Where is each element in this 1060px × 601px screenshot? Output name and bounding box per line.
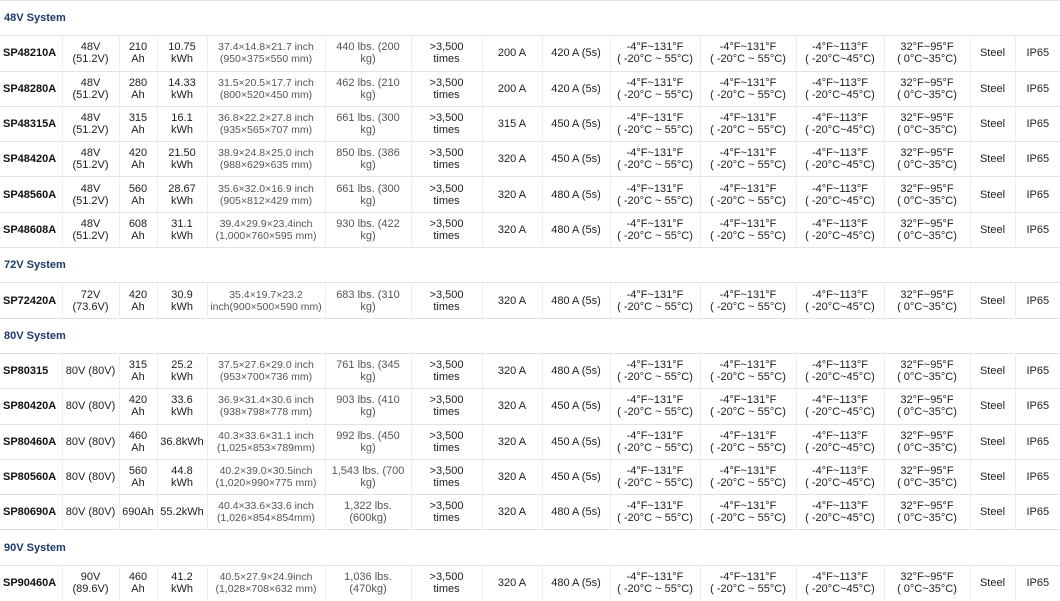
model-cell: SP80460A <box>0 424 62 459</box>
discharge-temp-cell: -4°F~131°F ( -20°C ~ 55°C) <box>700 177 796 212</box>
table-row <box>0 177 1060 212</box>
dimensions-cell: 37.4×14.8×21.7 inch (950×375×550 mm) <box>207 36 325 71</box>
capacity-cell: 420 Ah <box>119 142 157 177</box>
operating-temp-cell: -4°F~113°F ( -20°C~45°C) <box>796 71 884 106</box>
current-cell: 320 A <box>482 283 542 318</box>
charge-temp-cell: -4°F~131°F ( -20°C ~ 55°C) <box>610 459 700 494</box>
discharge-temp-cell: -4°F~131°F ( -20°C ~ 55°C) <box>700 424 796 459</box>
ip-rating-cell: IP65 <box>1015 177 1060 212</box>
ip-rating-cell: IP65 <box>1015 71 1060 106</box>
weight-cell: 462 lbs. (210 kg) <box>325 71 411 106</box>
ip-rating-cell: IP65 <box>1015 495 1060 530</box>
dimensions-cell: 35.6×32.0×16.9 inch (905×812×429 mm) <box>207 177 325 212</box>
ip-rating-cell: IP65 <box>1015 212 1060 247</box>
storage-temp-cell: 32°F~95°F ( 0°C~35°C) <box>884 459 970 494</box>
charge-temp-cell: -4°F~131°F ( -20°C ~ 55°C) <box>610 389 700 424</box>
storage-temp-cell: 32°F~95°F ( 0°C~35°C) <box>884 495 970 530</box>
operating-temp-cell: -4°F~113°F ( -20°C~45°C) <box>796 177 884 212</box>
material-cell: Steel <box>970 283 1015 318</box>
material-cell: Steel <box>970 212 1015 247</box>
dimensions-cell: 36.9×31.4×30.6 inch (938×798×778 mm) <box>207 389 325 424</box>
dimensions-cell: 31.5×20.5×17.7 inch (800×520×450 mm) <box>207 71 325 106</box>
model-cell: SP48280A <box>0 71 62 106</box>
charge-temp-cell: -4°F~131°F ( -20°C ~ 55°C) <box>610 36 700 71</box>
model-cell: SP90460A <box>0 565 62 600</box>
discharge-temp-cell: -4°F~131°F ( -20°C ~ 55°C) <box>700 212 796 247</box>
capacity-cell: 460 Ah <box>119 424 157 459</box>
ip-rating-cell: IP65 <box>1015 459 1060 494</box>
weight-cell: 930 lbs. (422 kg) <box>325 212 411 247</box>
operating-temp-cell: -4°F~113°F ( -20°C~45°C) <box>796 212 884 247</box>
ip-rating-cell: IP65 <box>1015 283 1060 318</box>
cycle-life-cell: >3,500 times <box>411 565 482 600</box>
peak-current-cell: 450 A (5s) <box>542 106 610 141</box>
dimensions-cell: 40.4×33.6×33.6 inch (1,026×854×854mm) <box>207 495 325 530</box>
ip-rating-cell: IP65 <box>1015 353 1060 388</box>
material-cell: Steel <box>970 459 1015 494</box>
current-cell: 320 A <box>482 565 542 600</box>
weight-cell: 761 lbs. (345 kg) <box>325 353 411 388</box>
capacity-cell: 690Ah <box>119 495 157 530</box>
model-cell: SP80690A <box>0 495 62 530</box>
dimensions-cell: 40.3×33.6×31.1 inch (1,025×853×789mm) <box>207 424 325 459</box>
voltage-cell: 80V (80V) <box>62 389 119 424</box>
operating-temp-cell: -4°F~113°F ( -20°C~45°C) <box>796 459 884 494</box>
discharge-temp-cell: -4°F~131°F ( -20°C ~ 55°C) <box>700 106 796 141</box>
dimensions-cell: 37.5×27.6×29.0 inch (953×700×736 mm) <box>207 353 325 388</box>
current-cell: 320 A <box>482 424 542 459</box>
discharge-temp-cell: -4°F~131°F ( -20°C ~ 55°C) <box>700 389 796 424</box>
current-cell: 200 A <box>482 71 542 106</box>
voltage-cell: 80V (80V) <box>62 459 119 494</box>
capacity-cell: 210 Ah <box>119 36 157 71</box>
dimensions-cell: 40.5×27.9×24.9inch (1,028×708×632 mm) <box>207 565 325 600</box>
charge-temp-cell: -4°F~131°F ( -20°C ~ 55°C) <box>610 106 700 141</box>
material-cell: Steel <box>970 36 1015 71</box>
voltage-cell: 48V (51.2V) <box>62 177 119 212</box>
ip-rating-cell: IP65 <box>1015 106 1060 141</box>
operating-temp-cell: -4°F~113°F ( -20°C~45°C) <box>796 353 884 388</box>
peak-current-cell: 420 A (5s) <box>542 36 610 71</box>
energy-cell: 33.6 kWh <box>157 389 207 424</box>
charge-temp-cell: -4°F~131°F ( -20°C ~ 55°C) <box>610 495 700 530</box>
weight-cell: 850 lbs. (386 kg) <box>325 142 411 177</box>
cycle-life-cell: >3,500 times <box>411 36 482 71</box>
storage-temp-cell: 32°F~95°F ( 0°C~35°C) <box>884 36 970 71</box>
section-title: 48V System <box>0 1 1060 36</box>
capacity-cell: 420 Ah <box>119 283 157 318</box>
capacity-cell: 420 Ah <box>119 389 157 424</box>
material-cell: Steel <box>970 353 1015 388</box>
energy-cell: 31.1 kWh <box>157 212 207 247</box>
current-cell: 320 A <box>482 495 542 530</box>
material-cell: Steel <box>970 424 1015 459</box>
peak-current-cell: 450 A (5s) <box>542 142 610 177</box>
peak-current-cell: 480 A (5s) <box>542 565 610 600</box>
energy-cell: 14.33 kWh <box>157 71 207 106</box>
voltage-cell: 90V (89.6V) <box>62 565 119 600</box>
voltage-cell: 80V (80V) <box>62 353 119 388</box>
storage-temp-cell: 32°F~95°F ( 0°C~35°C) <box>884 389 970 424</box>
dimensions-cell: 35.4×19.7×23.2 inch(900×500×590 mm) <box>207 283 325 318</box>
storage-temp-cell: 32°F~95°F ( 0°C~35°C) <box>884 106 970 141</box>
cycle-life-cell: >3,500 times <box>411 495 482 530</box>
table-row <box>0 353 1060 388</box>
storage-temp-cell: 32°F~95°F ( 0°C~35°C) <box>884 212 970 247</box>
current-cell: 320 A <box>482 353 542 388</box>
energy-cell: 25.2 kWh <box>157 353 207 388</box>
table-row <box>0 565 1060 600</box>
operating-temp-cell: -4°F~113°F ( -20°C~45°C) <box>796 142 884 177</box>
weight-cell: 1,543 lbs. (700 kg) <box>325 459 411 494</box>
energy-cell: 16.1 kWh <box>157 106 207 141</box>
material-cell: Steel <box>970 106 1015 141</box>
energy-cell: 28.67 kWh <box>157 177 207 212</box>
charge-temp-cell: -4°F~131°F ( -20°C ~ 55°C) <box>610 71 700 106</box>
energy-cell: 41.2 kWh <box>157 565 207 600</box>
charge-temp-cell: -4°F~131°F ( -20°C ~ 55°C) <box>610 424 700 459</box>
model-cell: SP80420A <box>0 389 62 424</box>
discharge-temp-cell: -4°F~131°F ( -20°C ~ 55°C) <box>700 565 796 600</box>
weight-cell: 440 lbs. (200 kg) <box>325 36 411 71</box>
weight-cell: 1,322 lbs. (600kg) <box>325 495 411 530</box>
energy-cell: 44.8 kWh <box>157 459 207 494</box>
weight-cell: 1,036 lbs. (470kg) <box>325 565 411 600</box>
model-cell: SP48315A <box>0 106 62 141</box>
storage-temp-cell: 32°F~95°F ( 0°C~35°C) <box>884 71 970 106</box>
voltage-cell: 48V (51.2V) <box>62 71 119 106</box>
current-cell: 320 A <box>482 389 542 424</box>
capacity-cell: 280 Ah <box>119 71 157 106</box>
peak-current-cell: 450 A (5s) <box>542 459 610 494</box>
current-cell: 315 A <box>482 106 542 141</box>
energy-cell: 21.50 kWh <box>157 142 207 177</box>
section-title: 90V System <box>0 530 1060 565</box>
capacity-cell: 608 Ah <box>119 212 157 247</box>
discharge-temp-cell: -4°F~131°F ( -20°C ~ 55°C) <box>700 459 796 494</box>
model-cell: SP48420A <box>0 142 62 177</box>
current-cell: 320 A <box>482 177 542 212</box>
model-cell: SP48608A <box>0 212 62 247</box>
energy-cell: 36.8kWh <box>157 424 207 459</box>
weight-cell: 661 lbs. (300 kg) <box>325 106 411 141</box>
material-cell: Steel <box>970 565 1015 600</box>
storage-temp-cell: 32°F~95°F ( 0°C~35°C) <box>884 565 970 600</box>
charge-temp-cell: -4°F~131°F ( -20°C ~ 55°C) <box>610 212 700 247</box>
table-row <box>0 459 1060 494</box>
section-header <box>0 530 1060 565</box>
current-cell: 200 A <box>482 36 542 71</box>
peak-current-cell: 450 A (5s) <box>542 424 610 459</box>
material-cell: Steel <box>970 495 1015 530</box>
current-cell: 320 A <box>482 212 542 247</box>
current-cell: 320 A <box>482 459 542 494</box>
cycle-life-cell: >3,500 times <box>411 353 482 388</box>
operating-temp-cell: -4°F~113°F ( -20°C~45°C) <box>796 389 884 424</box>
table-row <box>0 283 1060 318</box>
peak-current-cell: 450 A (5s) <box>542 389 610 424</box>
section-title: 72V System <box>0 248 1060 283</box>
energy-cell: 55.2kWh <box>157 495 207 530</box>
charge-temp-cell: -4°F~131°F ( -20°C ~ 55°C) <box>610 177 700 212</box>
cycle-life-cell: >3,500 times <box>411 71 482 106</box>
model-cell: SP80560A <box>0 459 62 494</box>
cycle-life-cell: >3,500 times <box>411 389 482 424</box>
storage-temp-cell: 32°F~95°F ( 0°C~35°C) <box>884 283 970 318</box>
weight-cell: 992 lbs. (450 kg) <box>325 424 411 459</box>
cycle-life-cell: >3,500 times <box>411 106 482 141</box>
energy-cell: 10.75 kWh <box>157 36 207 71</box>
dimensions-cell: 39.4×29.9×23.4inch (1,000×760×595 mm) <box>207 212 325 247</box>
cycle-life-cell: >3,500 times <box>411 177 482 212</box>
table-row <box>0 142 1060 177</box>
discharge-temp-cell: -4°F~131°F ( -20°C ~ 55°C) <box>700 36 796 71</box>
capacity-cell: 560 Ah <box>119 459 157 494</box>
cycle-life-cell: >3,500 times <box>411 424 482 459</box>
ip-rating-cell: IP65 <box>1015 36 1060 71</box>
peak-current-cell: 480 A (5s) <box>542 177 610 212</box>
weight-cell: 683 lbs. (310 kg) <box>325 283 411 318</box>
weight-cell: 661 lbs. (300 kg) <box>325 177 411 212</box>
ip-rating-cell: IP65 <box>1015 565 1060 600</box>
voltage-cell: 48V (51.2V) <box>62 212 119 247</box>
storage-temp-cell: 32°F~95°F ( 0°C~35°C) <box>884 177 970 212</box>
cycle-life-cell: >3,500 times <box>411 142 482 177</box>
voltage-cell: 80V (80V) <box>62 424 119 459</box>
ip-rating-cell: IP65 <box>1015 142 1060 177</box>
peak-current-cell: 480 A (5s) <box>542 495 610 530</box>
capacity-cell: 560 Ah <box>119 177 157 212</box>
storage-temp-cell: 32°F~95°F ( 0°C~35°C) <box>884 353 970 388</box>
material-cell: Steel <box>970 389 1015 424</box>
weight-cell: 903 lbs. (410 kg) <box>325 389 411 424</box>
material-cell: Steel <box>970 177 1015 212</box>
operating-temp-cell: -4°F~113°F ( -20°C~45°C) <box>796 424 884 459</box>
voltage-cell: 48V (51.2V) <box>62 106 119 141</box>
table-row <box>0 424 1060 459</box>
voltage-cell: 72V (73.6V) <box>62 283 119 318</box>
operating-temp-cell: -4°F~113°F ( -20°C~45°C) <box>796 36 884 71</box>
cycle-life-cell: >3,500 times <box>411 283 482 318</box>
material-cell: Steel <box>970 71 1015 106</box>
cycle-life-cell: >3,500 times <box>411 459 482 494</box>
table-row <box>0 495 1060 530</box>
charge-temp-cell: -4°F~131°F ( -20°C ~ 55°C) <box>610 353 700 388</box>
discharge-temp-cell: -4°F~131°F ( -20°C ~ 55°C) <box>700 495 796 530</box>
peak-current-cell: 480 A (5s) <box>542 212 610 247</box>
discharge-temp-cell: -4°F~131°F ( -20°C ~ 55°C) <box>700 283 796 318</box>
storage-temp-cell: 32°F~95°F ( 0°C~35°C) <box>884 424 970 459</box>
storage-temp-cell: 32°F~95°F ( 0°C~35°C) <box>884 142 970 177</box>
voltage-cell: 80V (80V) <box>62 495 119 530</box>
cycle-life-cell: >3,500 times <box>411 212 482 247</box>
capacity-cell: 460 Ah <box>119 565 157 600</box>
energy-cell: 30.9 kWh <box>157 283 207 318</box>
voltage-cell: 48V (51.2V) <box>62 36 119 71</box>
model-cell: SP80315 <box>0 353 62 388</box>
charge-temp-cell: -4°F~131°F ( -20°C ~ 55°C) <box>610 283 700 318</box>
table-body <box>0 1 1060 601</box>
table-row <box>0 389 1060 424</box>
section-title: 80V System <box>0 318 1060 353</box>
voltage-cell: 48V (51.2V) <box>62 142 119 177</box>
capacity-cell: 315 Ah <box>119 353 157 388</box>
model-cell: SP72420A <box>0 283 62 318</box>
discharge-temp-cell: -4°F~131°F ( -20°C ~ 55°C) <box>700 71 796 106</box>
table-row <box>0 106 1060 141</box>
current-cell: 320 A <box>482 142 542 177</box>
dimensions-cell: 40.2×39.0×30.5inch (1,020×990×775 mm) <box>207 459 325 494</box>
ip-rating-cell: IP65 <box>1015 389 1060 424</box>
discharge-temp-cell: -4°F~131°F ( -20°C ~ 55°C) <box>700 142 796 177</box>
operating-temp-cell: -4°F~113°F ( -20°C~45°C) <box>796 495 884 530</box>
dimensions-cell: 36.8×22.2×27.8 inch (935×565×707 mm) <box>207 106 325 141</box>
operating-temp-cell: -4°F~113°F ( -20°C~45°C) <box>796 565 884 600</box>
operating-temp-cell: -4°F~113°F ( -20°C~45°C) <box>796 283 884 318</box>
section-header <box>0 248 1060 283</box>
table-row <box>0 212 1060 247</box>
capacity-cell: 315 Ah <box>119 106 157 141</box>
model-cell: SP48210A <box>0 36 62 71</box>
peak-current-cell: 480 A (5s) <box>542 353 610 388</box>
peak-current-cell: 480 A (5s) <box>542 283 610 318</box>
section-header <box>0 318 1060 353</box>
model-cell: SP48560A <box>0 177 62 212</box>
discharge-temp-cell: -4°F~131°F ( -20°C ~ 55°C) <box>700 353 796 388</box>
operating-temp-cell: -4°F~113°F ( -20°C~45°C) <box>796 106 884 141</box>
charge-temp-cell: -4°F~131°F ( -20°C ~ 55°C) <box>610 142 700 177</box>
table-row <box>0 36 1060 71</box>
dimensions-cell: 38.9×24.8×25.0 inch (988×629×635 mm) <box>207 142 325 177</box>
table-row <box>0 71 1060 106</box>
section-header <box>0 1 1060 36</box>
material-cell: Steel <box>970 142 1015 177</box>
ip-rating-cell: IP65 <box>1015 424 1060 459</box>
charge-temp-cell: -4°F~131°F ( -20°C ~ 55°C) <box>610 565 700 600</box>
peak-current-cell: 420 A (5s) <box>542 71 610 106</box>
